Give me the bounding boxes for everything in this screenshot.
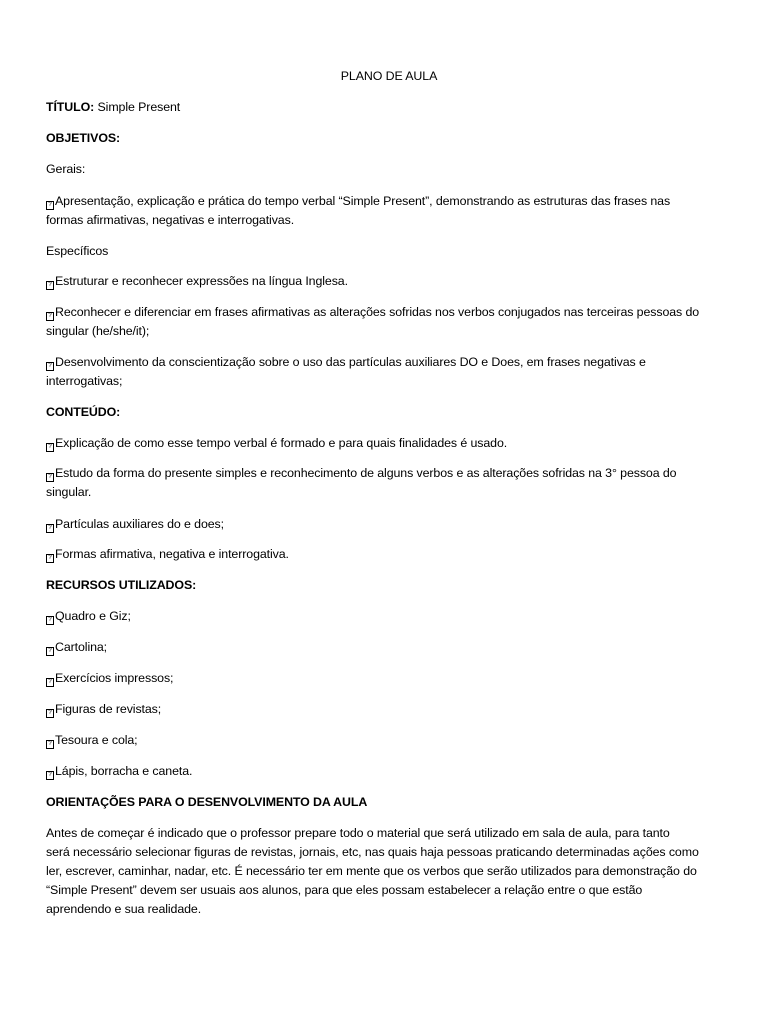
rec-item-1 xyxy=(46,607,131,626)
rec-item-4-text: Figuras de revistas; xyxy=(55,702,162,716)
document-heading: PLANO DE AULA xyxy=(340,69,438,83)
cont-item-2-line-1 xyxy=(46,464,676,483)
rec-item-4 xyxy=(46,700,161,719)
cont-item-3 xyxy=(46,515,224,534)
bullet-icon xyxy=(46,678,54,687)
bullet-icon xyxy=(46,647,54,656)
paragraph-line-1: Antes de começar é indicado que o professor prepare todo o material que será utilizado em sala de aula, para tanto xyxy=(46,826,670,840)
esp-item-2-line-2: singular (he/she/it); xyxy=(46,324,150,338)
paragraph-line-3: ler, escrever, caminhar, nadar, etc. É necessário ter em mente que os verbos que serão utilizados para demonstração do xyxy=(46,864,697,878)
esp-item-2-text: Reconhecer e diferenciar em frases afirmativas as alterações sofridas nos verbos conjugados nas terceiras pessoas do xyxy=(55,305,700,319)
bullet-icon xyxy=(46,362,54,371)
esp-item-2-line-1 xyxy=(46,303,699,322)
rec-item-3-text: Exercícios impressos; xyxy=(55,671,174,685)
titulo-line xyxy=(46,98,180,117)
bullet-icon xyxy=(46,771,54,780)
rec-item-5-text: Tesoura e cola; xyxy=(55,733,138,747)
bullet-icon xyxy=(46,312,54,321)
conteudo-heading: CONTEÚDO: xyxy=(46,405,121,419)
paragraph-line-2: será necessário selecionar figuras de revistas, jornais, etc, nas quais haja pessoas praticando determinadas ações como xyxy=(46,845,699,859)
esp-item-3-text: Desenvolvimento da conscientização sobre o uso das partículas auxiliares DO e Does, em frases negativas e xyxy=(55,355,646,369)
cont-item-4-text: Formas afirmativa, negativa e interrogativa. xyxy=(55,547,289,561)
cont-item-2-line-2: singular. xyxy=(46,485,92,499)
rec-item-2 xyxy=(46,638,107,657)
bullet-icon xyxy=(46,740,54,749)
esp-item-3-line-2: interrogativas; xyxy=(46,374,123,388)
esp-item-3-line-1 xyxy=(46,353,646,372)
bullet-icon xyxy=(46,201,54,210)
cont-item-4 xyxy=(46,545,289,564)
rec-item-3 xyxy=(46,669,173,688)
bullet-icon xyxy=(46,524,54,533)
bullet-icon xyxy=(46,616,54,625)
cont-item-1 xyxy=(46,434,507,453)
gerais-label: Gerais: xyxy=(46,162,86,176)
rec-item-6 xyxy=(46,762,192,781)
esp-item-1 xyxy=(46,272,348,291)
paragraph-line-5: aprendendo e sua realidade. xyxy=(46,902,202,916)
cont-item-2-text: Estudo da forma do presente simples e reconhecimento de alguns verbos e as alterações sofridas na 3° pessoa do xyxy=(55,466,677,480)
paragraph-line-4: “Simple Present” devem ser usuais aos alunos, para que eles possam estabelecer a relação entre o que estão xyxy=(46,883,643,897)
bullet-icon xyxy=(46,281,54,290)
gerais-item-1-line-1 xyxy=(46,192,670,211)
gerais-item-1-line-2: formas afirmativas, negativas e interrogativas. xyxy=(46,213,295,227)
rec-item-6-text: Lápis, borracha e caneta. xyxy=(55,764,193,778)
rec-item-1-text: Quadro e Giz; xyxy=(55,609,131,623)
objetivos-heading: OBJETIVOS: xyxy=(46,131,121,145)
recursos-heading: RECURSOS UTILIZADOS: xyxy=(46,578,197,592)
rec-item-2-text: Cartolina; xyxy=(55,640,108,654)
especificos-label: Específicos xyxy=(46,244,109,258)
rec-item-5 xyxy=(46,731,138,750)
cont-item-1-text: Explicação de como esse tempo verbal é formado e para quais finalidades é usado. xyxy=(55,436,508,450)
bullet-icon xyxy=(46,709,54,718)
bullet-icon xyxy=(46,473,54,482)
bullet-icon xyxy=(46,443,54,452)
orientacoes-heading: ORIENTAÇÕES PARA O DESENVOLVIMENTO DA AULA xyxy=(46,795,368,809)
titulo-label: TÍTULO: xyxy=(46,100,95,114)
gerais-item-1-text: Apresentação, explicação e prática do tempo verbal “Simple Present”, demonstrando as estruturas das frases nas xyxy=(55,194,671,208)
cont-item-3-text: Partículas auxiliares do e does; xyxy=(55,517,224,531)
bullet-icon xyxy=(46,554,54,563)
titulo-value: Simple Present xyxy=(94,100,181,114)
esp-item-1-text: Estruturar e reconhecer expressões na língua Inglesa. xyxy=(55,274,348,288)
